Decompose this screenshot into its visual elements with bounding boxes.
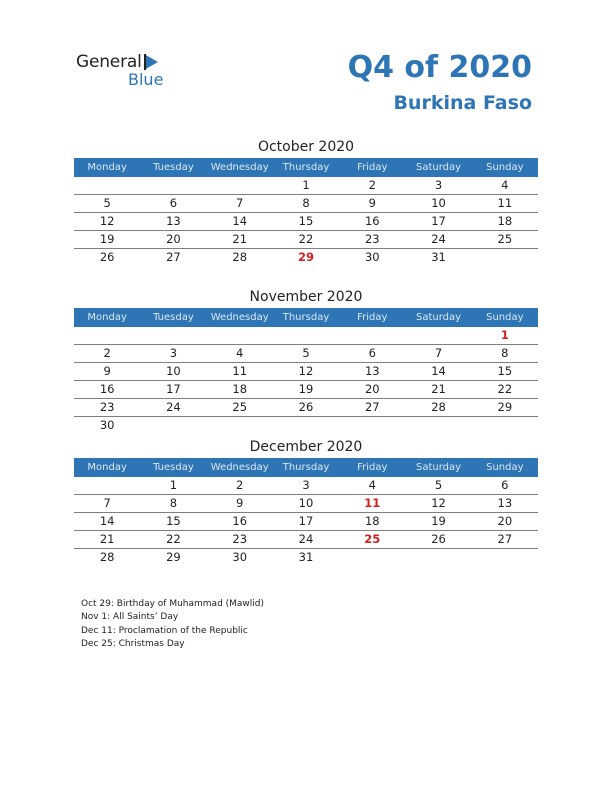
day-cell: 16 bbox=[364, 214, 380, 228]
day-cell: 29 bbox=[166, 550, 181, 564]
day-cell: 14 bbox=[232, 214, 248, 228]
day-cell: 26 bbox=[298, 400, 314, 414]
day-cell: 20 bbox=[497, 514, 513, 528]
day-cell: 25 bbox=[232, 400, 248, 414]
day-cell: 18 bbox=[232, 382, 248, 396]
day-cell: 9 bbox=[368, 196, 376, 210]
day-cell: 28 bbox=[232, 250, 248, 264]
day-cell: 30 bbox=[232, 550, 248, 564]
weekday-label: Saturday bbox=[416, 162, 462, 173]
day-cell: 31 bbox=[298, 550, 314, 564]
day-cell: 21 bbox=[232, 232, 248, 246]
day-cell: 29 bbox=[497, 400, 513, 414]
weekday-label: Wednesday bbox=[210, 162, 269, 173]
week-row bbox=[74, 417, 538, 434]
weekday-label: Monday bbox=[87, 312, 127, 323]
day-cell bbox=[74, 477, 140, 494]
day-cell bbox=[472, 249, 538, 266]
weekday-label: Thursday bbox=[282, 162, 330, 173]
day-cell: 21 bbox=[99, 532, 115, 546]
day-cell: 17 bbox=[298, 514, 314, 528]
day-cell: 12 bbox=[99, 214, 115, 228]
day-cell bbox=[339, 327, 405, 344]
day-cell: 9 bbox=[103, 364, 111, 378]
day-cell: 8 bbox=[302, 196, 310, 210]
day-cell: 23 bbox=[232, 532, 248, 546]
day-cell: 15 bbox=[298, 214, 314, 228]
day-cell: 20 bbox=[166, 232, 181, 246]
day-cell: 3 bbox=[434, 178, 443, 192]
weekday-label: Tuesday bbox=[153, 162, 194, 173]
month-december bbox=[74, 436, 538, 566]
day-cell bbox=[339, 549, 405, 566]
day-cell: 4 bbox=[368, 478, 376, 492]
day-cell: 5 bbox=[103, 196, 111, 210]
day-cell: 27 bbox=[364, 400, 380, 414]
holiday-notes bbox=[81, 598, 264, 652]
week-row bbox=[74, 327, 538, 345]
week-row bbox=[74, 513, 538, 531]
day-cell: 19 bbox=[298, 382, 314, 396]
weekday-label: Monday bbox=[87, 162, 127, 173]
month-title: November 2020 bbox=[249, 289, 363, 305]
day-cell: 17 bbox=[431, 214, 446, 228]
day-cell bbox=[339, 417, 405, 434]
day-cell: 1 bbox=[302, 178, 310, 192]
day-cell bbox=[405, 417, 471, 434]
day-cell: 2 bbox=[236, 478, 244, 492]
day-cell: 12 bbox=[431, 496, 446, 510]
day-cell: 7 bbox=[434, 346, 443, 360]
day-cell: 6 bbox=[169, 196, 178, 210]
week-row bbox=[74, 195, 538, 213]
week-row bbox=[74, 495, 538, 513]
day-cell: 6 bbox=[501, 478, 509, 492]
day-cell: 10 bbox=[431, 196, 446, 210]
holiday-date: 29 bbox=[297, 250, 314, 264]
week-row bbox=[74, 381, 538, 399]
day-cell: 26 bbox=[431, 532, 446, 546]
day-cell: 7 bbox=[236, 196, 244, 210]
weekday-label: Saturday bbox=[416, 312, 462, 323]
weekday-header bbox=[74, 308, 538, 327]
month-november bbox=[74, 286, 538, 434]
week-row bbox=[74, 399, 538, 417]
day-cell bbox=[405, 549, 471, 566]
day-cell: 14 bbox=[431, 364, 446, 378]
holiday-note: Dec 11: Proclamation of the Republic bbox=[81, 625, 248, 636]
day-cell: 13 bbox=[166, 214, 181, 228]
day-cell: 13 bbox=[364, 364, 380, 378]
day-cell bbox=[74, 327, 140, 344]
flag-icon bbox=[144, 54, 158, 70]
day-cell: 23 bbox=[364, 232, 380, 246]
day-cell: 22 bbox=[497, 382, 513, 396]
day-cell: 13 bbox=[497, 496, 513, 510]
weekday-label: Wednesday bbox=[210, 312, 269, 323]
month-title: October 2020 bbox=[257, 139, 355, 155]
week-row bbox=[74, 345, 538, 363]
day-cell: 22 bbox=[166, 532, 181, 546]
day-cell bbox=[140, 417, 206, 434]
day-cell: 23 bbox=[99, 400, 115, 414]
day-cell: 4 bbox=[236, 346, 244, 360]
day-cell: 2 bbox=[368, 178, 376, 192]
day-cell: 3 bbox=[302, 478, 310, 492]
day-cell: 31 bbox=[431, 250, 446, 264]
day-cell: 14 bbox=[99, 514, 115, 528]
weekday-label: Friday bbox=[357, 162, 388, 173]
brand-blue-text: Blue bbox=[128, 70, 164, 89]
day-cell: 10 bbox=[298, 496, 314, 510]
day-cell: 25 bbox=[497, 232, 513, 246]
day-cell: 7 bbox=[103, 496, 111, 510]
holiday-note: Dec 25: Christmas Day bbox=[81, 639, 185, 650]
weekday-header bbox=[74, 458, 538, 477]
week-row bbox=[74, 231, 538, 249]
weekday-label: Friday bbox=[357, 462, 388, 473]
page-title: Q4 of 2020 bbox=[347, 50, 532, 85]
day-cell bbox=[207, 327, 273, 344]
week-row bbox=[74, 213, 538, 231]
day-cell: 17 bbox=[166, 382, 181, 396]
day-cell: 5 bbox=[434, 478, 443, 492]
weekday-label: Thursday bbox=[282, 312, 330, 323]
week-row bbox=[74, 549, 538, 566]
brand-general-text: General bbox=[76, 52, 142, 72]
day-cell: 11 bbox=[232, 364, 248, 378]
week-row bbox=[74, 363, 538, 381]
day-cell: 9 bbox=[236, 496, 244, 510]
page-subtitle: Burkina Faso bbox=[393, 92, 532, 114]
week-row bbox=[74, 249, 538, 266]
holiday-note: Nov 1: All Saints’ Day bbox=[81, 612, 179, 623]
day-cell bbox=[140, 177, 206, 194]
day-cell: 30 bbox=[364, 250, 380, 264]
month-title: December 2020 bbox=[249, 439, 363, 455]
day-cell: 21 bbox=[431, 382, 446, 396]
day-cell: 8 bbox=[501, 346, 509, 360]
weekday-header bbox=[74, 158, 538, 177]
day-cell: 10 bbox=[166, 364, 181, 378]
day-cell bbox=[74, 177, 140, 194]
weekday-label: Sunday bbox=[486, 162, 524, 173]
day-cell: 24 bbox=[166, 400, 181, 414]
day-cell: 30 bbox=[99, 418, 115, 432]
day-cell: 28 bbox=[431, 400, 446, 414]
day-cell: 28 bbox=[99, 550, 115, 564]
day-cell: 15 bbox=[497, 364, 513, 378]
day-cell: 2 bbox=[103, 346, 111, 360]
day-cell: 4 bbox=[501, 178, 509, 192]
day-cell bbox=[405, 327, 471, 344]
day-cell: 20 bbox=[364, 382, 380, 396]
brand-logo bbox=[76, 52, 186, 92]
weekday-label: Tuesday bbox=[153, 312, 194, 323]
day-cell: 15 bbox=[166, 514, 181, 528]
day-cell bbox=[472, 549, 538, 566]
day-cell: 6 bbox=[368, 346, 376, 360]
week-row bbox=[74, 177, 538, 195]
week-row bbox=[74, 477, 538, 495]
day-cell: 18 bbox=[364, 514, 380, 528]
day-cell bbox=[273, 417, 339, 434]
day-cell: 24 bbox=[298, 532, 314, 546]
day-cell: 12 bbox=[298, 364, 314, 378]
holiday-date: 1 bbox=[500, 328, 509, 342]
day-cell: 5 bbox=[302, 346, 310, 360]
day-cell: 24 bbox=[431, 232, 446, 246]
day-cell: 11 bbox=[497, 196, 513, 210]
weekday-label: Monday bbox=[87, 462, 127, 473]
weekday-label: Friday bbox=[357, 312, 388, 323]
day-cell: 27 bbox=[497, 532, 513, 546]
weekday-label: Thursday bbox=[282, 462, 330, 473]
day-cell: 19 bbox=[431, 514, 446, 528]
day-cell: 26 bbox=[99, 250, 115, 264]
weekday-label: Sunday bbox=[486, 462, 524, 473]
day-cell bbox=[140, 327, 206, 344]
day-cell: 3 bbox=[169, 346, 178, 360]
weekday-label: Sunday bbox=[486, 312, 524, 323]
day-cell: 22 bbox=[298, 232, 314, 246]
day-cell: 16 bbox=[99, 382, 115, 396]
day-cell bbox=[207, 177, 273, 194]
day-cell bbox=[207, 417, 273, 434]
day-cell: 1 bbox=[169, 478, 178, 492]
day-cell: 8 bbox=[169, 496, 178, 510]
day-cell: 18 bbox=[497, 214, 513, 228]
day-cell: 27 bbox=[166, 250, 181, 264]
day-cell: 16 bbox=[232, 514, 248, 528]
holiday-date: 11 bbox=[364, 496, 381, 510]
weekday-label: Wednesday bbox=[210, 462, 269, 473]
weekday-label: Tuesday bbox=[153, 462, 194, 473]
holiday-note: Oct 29: Birthday of Muhammad (Mawlid) bbox=[81, 599, 265, 609]
month-october bbox=[74, 136, 538, 266]
day-cell bbox=[472, 417, 538, 434]
day-cell bbox=[273, 327, 339, 344]
day-cell: 19 bbox=[99, 232, 115, 246]
week-row bbox=[74, 531, 538, 549]
holiday-date: 25 bbox=[364, 532, 381, 546]
weekday-label: Saturday bbox=[416, 462, 462, 473]
